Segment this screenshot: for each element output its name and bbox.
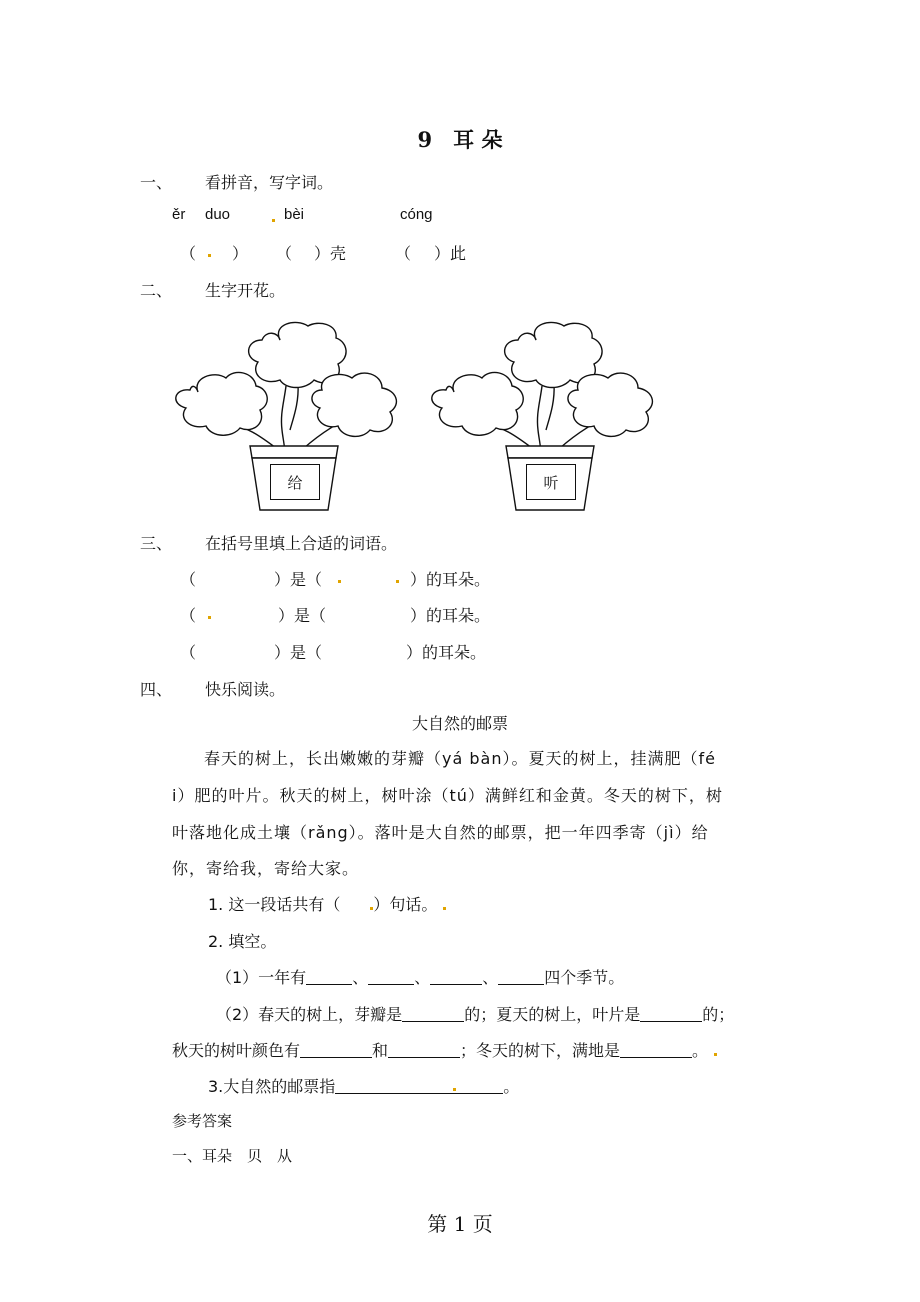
q2-2-text: 。 <box>692 1041 709 1060</box>
q3-before: 3.大自然的邮票指 <box>208 1077 336 1096</box>
answer-blank[interactable] <box>498 968 544 985</box>
pinyin-er: ěr <box>172 206 186 223</box>
ear-line-middle: ）是（ <box>274 643 323 662</box>
question-1 <box>208 892 446 915</box>
answer-blank[interactable] <box>388 1041 460 1058</box>
question-2-1 <box>216 965 624 988</box>
bei-blank-suffix: ）壳 <box>314 244 347 263</box>
marker-dot <box>443 907 446 910</box>
flower-pot-char-box: 给 <box>270 464 320 500</box>
q2-1-before: （1）一年有 <box>216 968 307 987</box>
section-4-title: 快乐阅读。 <box>205 680 286 699</box>
answer-blank[interactable] <box>335 1077 503 1094</box>
pinyin-duo: duo <box>205 206 231 223</box>
marker-dot <box>338 580 341 583</box>
paren-open-1: （ <box>180 244 197 263</box>
pinyin-cong: cóng <box>400 206 433 223</box>
question-2-label: 2. 填空。 <box>208 932 277 951</box>
answer-blank[interactable] <box>402 1005 464 1022</box>
section-3-number: 三、 <box>140 534 173 553</box>
question-1-before: 1. 这一段话共有（ <box>208 895 341 914</box>
q2-1-sep: 、 <box>414 968 431 987</box>
ear-line-end: ）的耳朵。 <box>410 606 491 625</box>
ear-line-middle: ）是（ <box>274 570 323 589</box>
section-4-number: 四、 <box>140 680 173 699</box>
marker-dot <box>714 1053 717 1056</box>
ear-line-paren-open: （ <box>180 570 197 589</box>
page-number: 第 1 页 <box>427 1212 493 1236</box>
passage-line: 你，寄给我，寄给大家。 <box>172 859 360 878</box>
q2-2-text: 和 <box>372 1041 389 1060</box>
section-1-number: 一、 <box>140 173 173 192</box>
q2-2-text: 的； <box>702 1005 735 1024</box>
section-3-title: 在括号里填上合适的词语。 <box>205 534 398 553</box>
section-1-title: 看拼音，写字词。 <box>205 173 334 192</box>
q3-after: 。 <box>503 1077 520 1096</box>
q2-2-text: ；冬天的树下，满地是 <box>460 1041 621 1060</box>
paren-close-1: ） <box>232 244 249 263</box>
flower-pot-char-box: 听 <box>526 464 576 500</box>
question-1-after: ）句话。 <box>373 895 438 914</box>
passage-title: 大自然的邮票 <box>411 714 508 733</box>
question-3 <box>208 1074 519 1097</box>
answer-blank[interactable] <box>640 1005 702 1022</box>
ear-line-paren-open: （ <box>180 606 197 625</box>
q2-1-sep: 、 <box>352 968 369 987</box>
section-2-number: 二、 <box>140 281 173 300</box>
q2-2-text: 秋天的树叶颜色有 <box>172 1041 301 1060</box>
answer-blank[interactable] <box>300 1041 372 1058</box>
question-2-2-line-2 <box>172 1038 717 1061</box>
section-2-title: 生字开花。 <box>205 281 286 300</box>
q2-1-sep: 、 <box>482 968 499 987</box>
passage-line: i）肥的叶片。秋天的树上，树叶涂（tú）满鲜红和金黄。冬天的树下，树 <box>172 786 723 805</box>
passage-line: 春天的树上，长出嫩嫩的芽瓣（yá bàn）。夏天的树上，挂满肥（fé <box>204 749 716 768</box>
answers-heading: 参考答案 <box>172 1112 233 1130</box>
ear-line-end: ）的耳朵。 <box>410 570 491 589</box>
marker-dot <box>208 254 211 257</box>
page-title: 9 耳 朵 <box>417 127 503 152</box>
q2-2-text: （2）春天的树上，芽瓣是 <box>216 1005 403 1024</box>
question-2-2-line-1 <box>216 1002 734 1025</box>
answer-blank[interactable] <box>368 968 414 985</box>
pinyin-bei: bèi <box>284 206 305 223</box>
ear-line-end: ）的耳朵。 <box>406 643 487 662</box>
cong-blank-suffix: ）此 <box>434 244 467 263</box>
ear-line-paren-open: （ <box>180 643 197 662</box>
paren-open-2: （ <box>276 244 293 263</box>
marker-dot <box>208 616 211 619</box>
answer-blank[interactable] <box>430 968 482 985</box>
ear-line-middle: ）是（ <box>278 606 327 625</box>
answer-blank[interactable] <box>306 968 352 985</box>
marker-dot <box>453 1088 456 1091</box>
marker-dot <box>396 580 399 583</box>
answer-blank[interactable] <box>620 1041 692 1058</box>
q2-2-text: 的；夏天的树上，叶片是 <box>464 1005 641 1024</box>
marker-dot <box>272 219 275 222</box>
answers-line-1: 一、耳朵 贝 从 <box>172 1147 293 1165</box>
passage-line: 叶落地化成土壤（rǎng）。落叶是大自然的邮票，把一年四季寄（jì）给 <box>172 823 709 842</box>
q2-1-after: 四个季节。 <box>544 968 625 987</box>
paren-open-3: （ <box>395 244 412 263</box>
